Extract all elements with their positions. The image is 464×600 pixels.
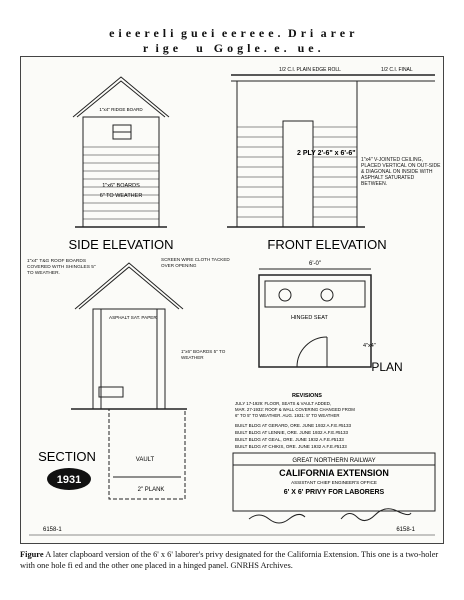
front-roof-roll-label: 1/2 C.I. PLAIN EDGE ROLL (279, 67, 341, 73)
front-door-note (361, 157, 441, 213)
railway-name: GREAT NORTHERN RAILWAY (292, 458, 376, 464)
front-elevation-title: FRONT ELEVATION (267, 237, 387, 252)
section-boards-note-text: 1"x6" BOARDS 5" TO WEATHER (181, 349, 226, 360)
built-line-3: BUILT BLDG AT GEAL, ORE. JUNE 1932 A.F.E.#5133 (235, 437, 344, 442)
section-roof-note (27, 259, 101, 289)
section-vault-label: VAULT (135, 457, 155, 463)
drawing-number-left: 6158-1 (43, 527, 62, 533)
year-badge-text: 1931 (56, 474, 82, 486)
section-screen-note (161, 257, 237, 273)
plan-sill-label: 4"x4" (363, 343, 376, 349)
drawing-number-right: 6158-1 (396, 527, 415, 533)
revisions-line-1: JULY 17-1929: FLOOR, SEATS & VAULT ADDED, (235, 401, 331, 406)
revisions-line-2: MAR. 27-1932: ROOF & WALL COVERING CHANGED FROM (235, 407, 355, 412)
section-screen-note-text: SCREEN WIRE CLOTH TACKED OVER OPENING (161, 257, 230, 268)
side-elevation-drawing (73, 77, 169, 227)
built-line-1: BUILT BLDG AT GERARD, ORE. JUNE 1932 A.F.E.#5133 (235, 423, 351, 428)
section-plank-label: 2" PLANK (137, 487, 165, 493)
built-line-2: BUILT BLDG AT LENNIE, ORE. JUNE 1932 A.F.E.#5133 (235, 430, 348, 435)
side-weather-label: 6" TO WEATHER (99, 193, 143, 199)
revisions-line-3: 6" TO 5" TO WEATHER. AUG. 1931: 5" TO WEATHER (235, 413, 340, 418)
side-roof-label: 1"x4" RIDGE BOARD (99, 107, 143, 112)
plan-title: PLAN (371, 360, 403, 374)
revisions-title: REVISIONS (292, 393, 322, 399)
front-door-note-text: 1"x4" V-JOINTED CEILING, PLACED VERTICAL ON OUT-SIDE & DIAGONAL ON INSIDE WITH ASPHALT SATURATED BETWEEN. (361, 157, 441, 187)
page-header (0, 26, 464, 56)
front-roof-pipe-label: 1/2 C.I. FINAL (381, 67, 413, 73)
blueprint-plate (20, 56, 444, 544)
figure-caption (20, 549, 444, 571)
front-door-label: 2 PLY 2'-6" x 6'-6" (297, 150, 356, 157)
side-boards-label: 1"x6" BOARDS (102, 183, 140, 189)
caption-credit: GNRHS Archives. (230, 561, 293, 570)
privy-title: 6' X 6' PRIVY FOR LABORERS (283, 489, 385, 496)
extension-name: CALIFORNIA EXTENSION (279, 468, 389, 478)
header-line-2: r i g e u G o g l e . e . u e . (142, 41, 322, 55)
privy-drawing (21, 57, 443, 543)
built-line-4: BUILT BLDG AT CHIKIS, ORE. JUNE 1932 A.F.E.#5133 (235, 444, 347, 449)
section-title: SECTION (38, 449, 96, 464)
signature-left (249, 514, 305, 523)
section-boards-note (181, 349, 241, 365)
header-line-1: e i e e r e l i g u e i e e r e e e . D r i a r e r (109, 26, 355, 40)
section-roof-note-text: 1"x4" T&G ROOF BOARDS COVERED WITH SHINGLES 5" TO WEATHER. (27, 259, 96, 276)
plan-dimension-label: 6'-0" (309, 261, 321, 267)
side-elevation-title: SIDE ELEVATION (68, 237, 174, 252)
office-name: ASSISTANT CHIEF ENGINEER'S OFFICE (291, 480, 377, 485)
plan-hinged-seat-label: HINGED SEAT (291, 315, 328, 321)
caption-label: Figure (20, 550, 44, 559)
section-asphalt-label: ASPHALT SAT. PAPER (109, 315, 157, 320)
caption-text: A later clapboard version of the 6' x 6' laborer's privy designated for the California Extension. This one is a two-holer with one hole fi ed and the other one placed in a hinged panel. (20, 550, 439, 570)
